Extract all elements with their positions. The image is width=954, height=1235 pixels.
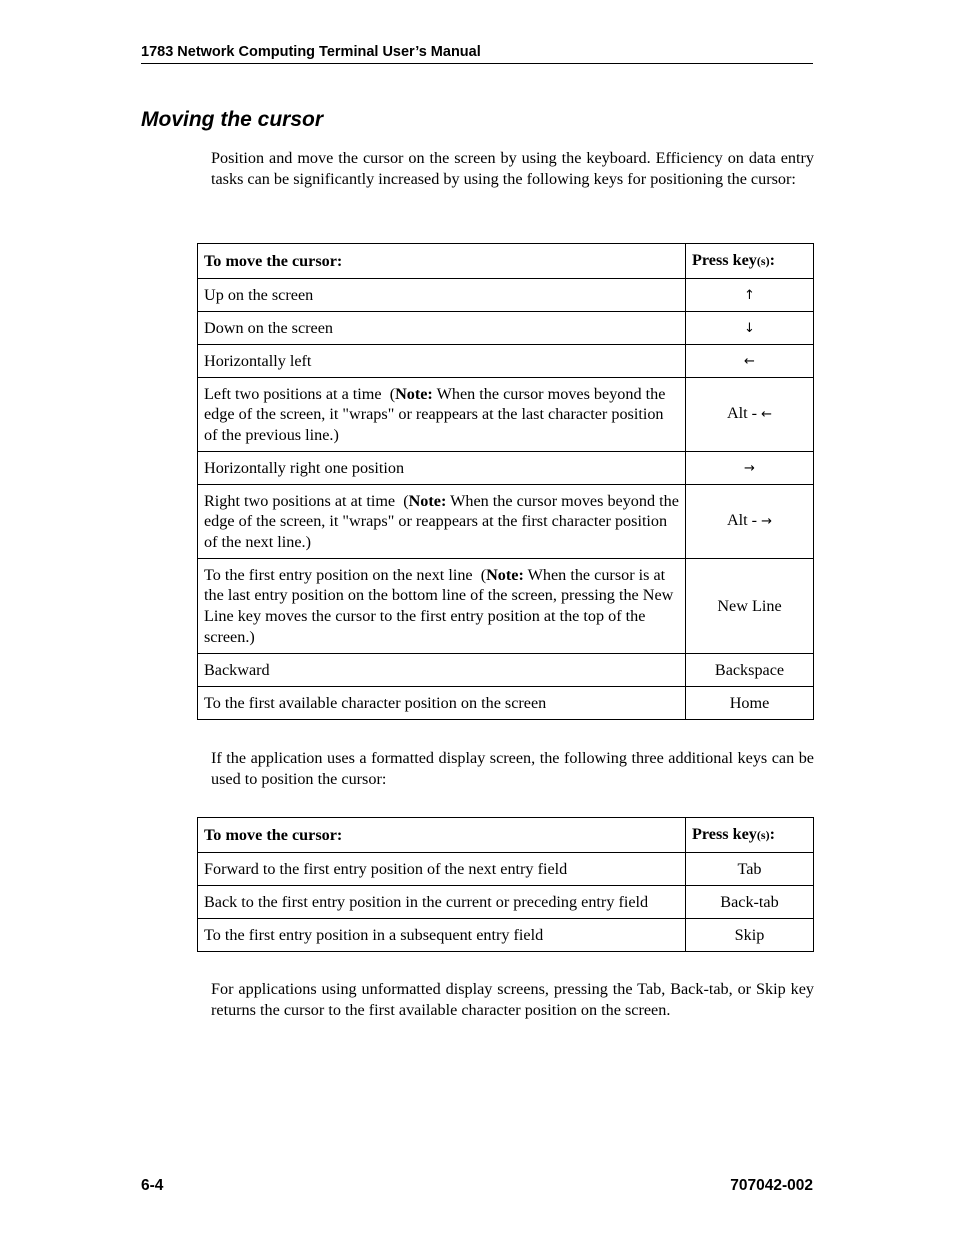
running-header: 1783 Network Computing Terminal User’s Manual xyxy=(141,44,813,64)
action-cell: Horizontally right one position xyxy=(198,452,686,485)
table-row xyxy=(198,378,814,452)
action-cell: Backward xyxy=(198,654,686,687)
note-text: When the cursor moves beyond the edge of the screen, it "wraps" or reappears at the first character position of the next line. xyxy=(204,491,679,551)
table-row xyxy=(198,485,814,559)
up-arrow-icon: ↑ xyxy=(744,287,755,303)
action-cell: To the first available character position on the screen xyxy=(198,687,686,720)
key-cell xyxy=(686,279,814,312)
key-header-colon: : xyxy=(769,251,775,270)
table-row xyxy=(198,886,814,919)
key-cell: Tab xyxy=(686,853,814,886)
action-cell: Down on the screen xyxy=(198,312,686,345)
action-text: To the first entry position on the next line xyxy=(204,565,473,584)
section-title: Moving the cursor xyxy=(141,108,324,131)
note-text: When the cursor moves beyond the edge of the screen, it "wraps" or reappears at the last character position of the previous line. xyxy=(204,384,666,444)
left-arrow-icon: ← xyxy=(761,407,773,423)
formatted-screen-paragraph: If the application uses a formatted display screen, the following three additional keys can be used to position the cursor: xyxy=(211,749,814,788)
page-number: 6-4 xyxy=(141,1177,164,1194)
key-cell xyxy=(686,378,814,452)
key-cell xyxy=(686,312,814,345)
action-cell: Forward to the first entry position of the next entry field xyxy=(198,853,686,886)
note-text: When the cursor is at the last entry position on the bottom line of the screen, pressing the New Line key moves the cursor to the first entry position at the top of the screen. xyxy=(204,565,674,646)
table-row xyxy=(198,559,814,654)
note-label: Note: xyxy=(395,384,433,403)
key-cell: Home xyxy=(686,687,814,720)
key-modifier: Alt - xyxy=(726,511,758,530)
key-header-colon: : xyxy=(769,825,775,844)
column-header-action: To move the cursor: xyxy=(198,818,686,853)
table-row xyxy=(198,279,814,312)
unformatted-screen-paragraph: For applications using unformatted display screens, pressing the Tab, Back-tab, or Skip key returns the cursor to the first available character position on the screen. xyxy=(211,980,814,1019)
table-row xyxy=(198,919,814,952)
key-header-suffix: (s) xyxy=(756,254,770,269)
left-arrow-icon: ← xyxy=(744,353,755,369)
note-label: Note: xyxy=(408,491,447,510)
key-cell: Skip xyxy=(686,919,814,952)
key-cell xyxy=(686,485,814,559)
action-text: Right two positions at at time xyxy=(204,491,396,510)
action-cell: Horizontally left xyxy=(198,345,686,378)
action-cell: Up on the screen xyxy=(198,279,686,312)
action-cell: Back to the first entry position in the current or preceding entry field xyxy=(198,886,686,919)
key-cell xyxy=(686,452,814,485)
key-cell: Back-tab xyxy=(686,886,814,919)
formatted-screen-keys-table xyxy=(197,817,814,952)
key-cell: New Line xyxy=(686,559,814,654)
action-cell: Left two positions at a time (Note: When the cursor moves beyond the edge of the screen, it "wraps" or reappears at the last character position of the previous line.) xyxy=(198,378,686,452)
key-cell: Backspace xyxy=(686,654,814,687)
table-row xyxy=(198,687,814,720)
table-header-row xyxy=(198,818,814,853)
document-number: 707042-002 xyxy=(730,1177,813,1194)
table-row xyxy=(198,654,814,687)
cursor-keys-table xyxy=(197,243,814,720)
key-modifier: Alt - xyxy=(726,404,758,423)
table-row xyxy=(198,853,814,886)
column-header-key xyxy=(686,244,814,279)
action-cell: To the first entry position in a subsequent entry field xyxy=(198,919,686,952)
table-header-row xyxy=(198,244,814,279)
note-label: Note: xyxy=(486,565,524,584)
table-row xyxy=(198,345,814,378)
key-header-label: Press key xyxy=(692,251,757,270)
column-header-key xyxy=(686,818,814,853)
action-text: Left two positions at a time xyxy=(204,384,382,403)
right-arrow-icon: → xyxy=(744,460,755,476)
action-cell: To the first entry position on the next line (Note: When the cursor is at the last entry position on the bottom line of the screen, pressing the New Line key moves the cursor to the first entry position at the top of the screen.) xyxy=(198,559,686,654)
right-arrow-icon: → xyxy=(761,514,773,530)
table-row xyxy=(198,452,814,485)
key-cell xyxy=(686,345,814,378)
down-arrow-icon: ↓ xyxy=(744,320,755,336)
table-row xyxy=(198,312,814,345)
key-header-label: Press key xyxy=(692,825,757,844)
action-cell: Right two positions at at time (Note: When the cursor moves beyond the edge of the screen, it "wraps" or reappears at the first character position of the next line.) xyxy=(198,485,686,559)
intro-paragraph: Position and move the cursor on the screen by using the keyboard. Efficiency on data entry tasks can be significantly increased by using the following keys for positioning the cursor: xyxy=(211,149,814,188)
key-header-suffix: (s) xyxy=(756,828,770,843)
column-header-action: To move the cursor: xyxy=(198,244,686,279)
